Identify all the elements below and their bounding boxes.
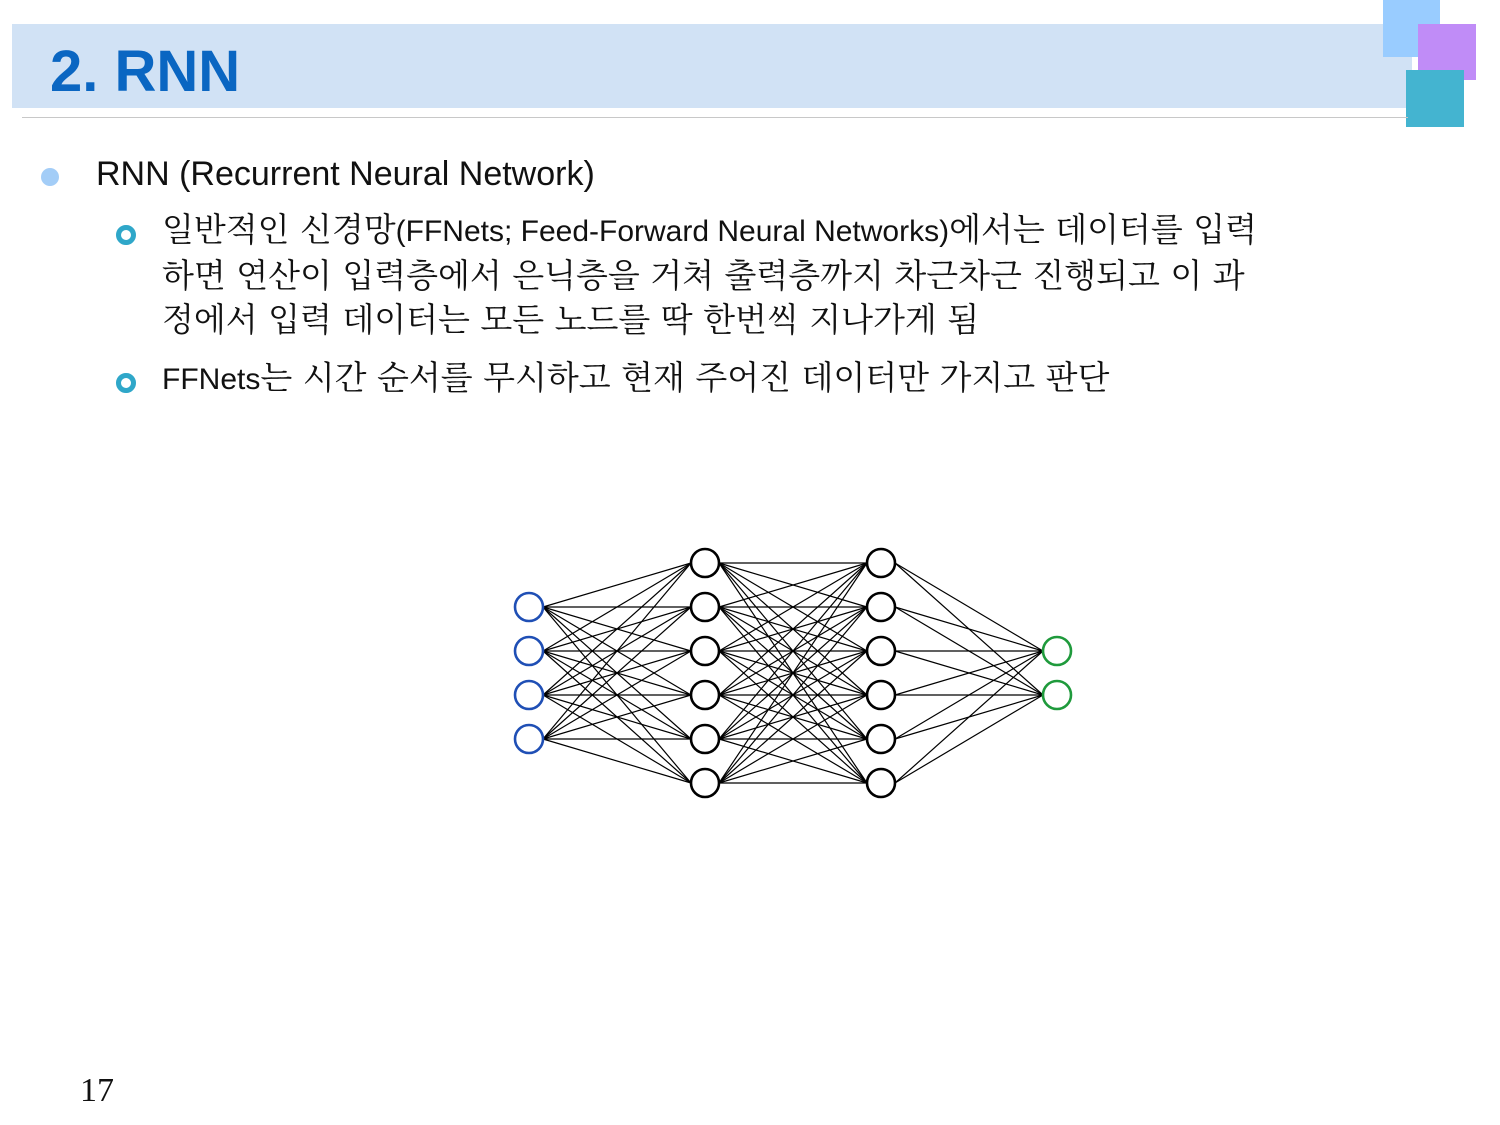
paragraph-line-2: 하면 연산이 입력층에서 은닉층을 거쳐 출력층까지 차근차근 진행되고 이 과: [162, 256, 1245, 295]
hidden-1-node: [691, 769, 719, 797]
hidden-1-node: [691, 681, 719, 709]
output-node: [1043, 637, 1071, 665]
text-korean-tail: 는 시간 순서를 무시하고 현재 주어진 데이터만 가지고 판단: [260, 358, 1110, 397]
hidden-2-node: [867, 637, 895, 665]
input-node: [515, 725, 543, 753]
hidden-1-node: [691, 593, 719, 621]
input-node: [515, 681, 543, 709]
paragraph-line-3: 정에서 입력 데이터는 모든 노드를 딱 한번씩 지나가게 됨: [162, 300, 980, 339]
connection-edge: [895, 651, 1043, 783]
connection-edge: [543, 563, 691, 607]
bullet-rnn: RNN (Recurrent Neural Network): [96, 155, 595, 193]
connection-edge: [895, 607, 1043, 651]
hidden-2-node: [867, 769, 895, 797]
input-node: [515, 637, 543, 665]
connections: [543, 563, 1043, 783]
output-node: [1043, 681, 1071, 709]
page-number: 17: [80, 1072, 114, 1109]
input-node: [515, 593, 543, 621]
text-ffnets-expansion: (FFNets; Feed-Forward Neural Networks): [395, 215, 950, 248]
hidden-2-node: [867, 593, 895, 621]
hidden-2-node: [867, 725, 895, 753]
hidden-2-node: [867, 549, 895, 577]
connection-edge: [543, 563, 691, 695]
hidden-1-node: [691, 637, 719, 665]
connection-edge: [895, 695, 1043, 783]
text-korean-tail: 에서는 데이터를 입력: [949, 210, 1257, 249]
text-ffnets: FFNets: [162, 363, 261, 396]
slide-title: 2. RNN: [50, 39, 241, 104]
connection-edge: [895, 563, 1043, 651]
hidden-1-node: [691, 725, 719, 753]
hidden-2-node: [867, 681, 895, 709]
connection-edge: [543, 739, 691, 783]
text-korean: 일반적인 신경망: [162, 210, 396, 249]
hidden-1-node: [691, 549, 719, 577]
